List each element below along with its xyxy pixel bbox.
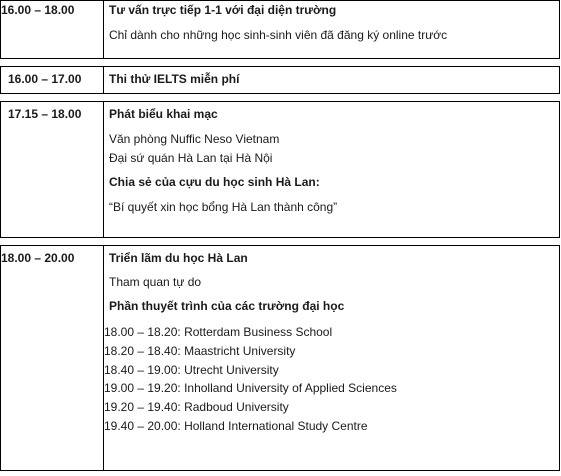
event-title: Thi thử IELTS miễn phí xyxy=(109,72,240,86)
session-time: 18.40 – 19.00: xyxy=(104,362,181,377)
time-cell xyxy=(1,246,104,471)
list-item xyxy=(104,398,559,417)
list-item xyxy=(104,342,559,361)
free-tour: Tham quan tự do xyxy=(109,275,202,289)
session-time: 19.20 – 19.40: xyxy=(104,400,181,415)
table-row xyxy=(1,67,560,94)
time-range: 16.00 – 18.00 xyxy=(1,3,75,17)
list-item xyxy=(104,323,559,342)
row-gap xyxy=(1,59,560,67)
session-time: 19.00 – 19.20: xyxy=(104,381,181,396)
table-row xyxy=(1,1,560,59)
event-subtitle: Phần thuyết trình của các trường đại học xyxy=(109,299,345,313)
speaker-line: Đại sứ quán Hà Lan tại Hà Nội xyxy=(109,151,273,165)
list-item xyxy=(104,379,559,398)
row-gap xyxy=(1,94,560,102)
event-title: Tư vấn trực tiếp 1-1 với đại diện trường xyxy=(109,3,337,17)
session-time: 18.20 – 18.40: xyxy=(104,343,181,358)
list-item xyxy=(104,417,559,436)
event-subtitle: Chia sẻ của cựu du học sinh Hà Lan: xyxy=(109,175,320,189)
event-title: Phát biểu khai mạc xyxy=(109,107,218,121)
session-school: Inholland University of Applied Sciences xyxy=(184,381,397,396)
time-cell xyxy=(1,102,104,238)
time-range: 18.00 – 20.00 xyxy=(1,251,75,265)
table-row xyxy=(1,102,560,238)
time-cell xyxy=(1,1,104,59)
time-range: 16.00 – 17.00 xyxy=(8,72,82,86)
session-school: Maastricht University xyxy=(184,343,296,358)
event-note: Chỉ dành cho những học sinh-sinh viên đã đăng ký online trước xyxy=(109,28,448,42)
speaker-line: Văn phòng Nuffic Neso Vietnam xyxy=(109,132,280,146)
time-cell xyxy=(1,67,104,94)
session-list xyxy=(104,323,559,436)
session-school: Radboud University xyxy=(184,400,289,415)
description-cell xyxy=(104,102,560,238)
description-cell xyxy=(104,246,560,471)
row-gap xyxy=(1,238,560,246)
session-school: Holland International Study Centre xyxy=(184,418,368,433)
time-range: 17.15 – 18.00 xyxy=(8,107,82,121)
session-time: 18.00 – 18.20: xyxy=(104,325,181,339)
session-school: Rotterdam Business School xyxy=(184,325,333,339)
table-row xyxy=(1,246,560,471)
description-cell xyxy=(104,1,560,59)
event-title: Triển lãm du học Hà Lan xyxy=(109,251,248,265)
session-school: Utrecht University xyxy=(184,362,279,377)
list-item xyxy=(104,361,559,380)
description-cell xyxy=(104,67,560,94)
session-time: 19.40 – 20.00: xyxy=(104,418,181,433)
event-quote: “Bí quyết xin học bổng Hà Lan thành công” xyxy=(109,200,338,214)
